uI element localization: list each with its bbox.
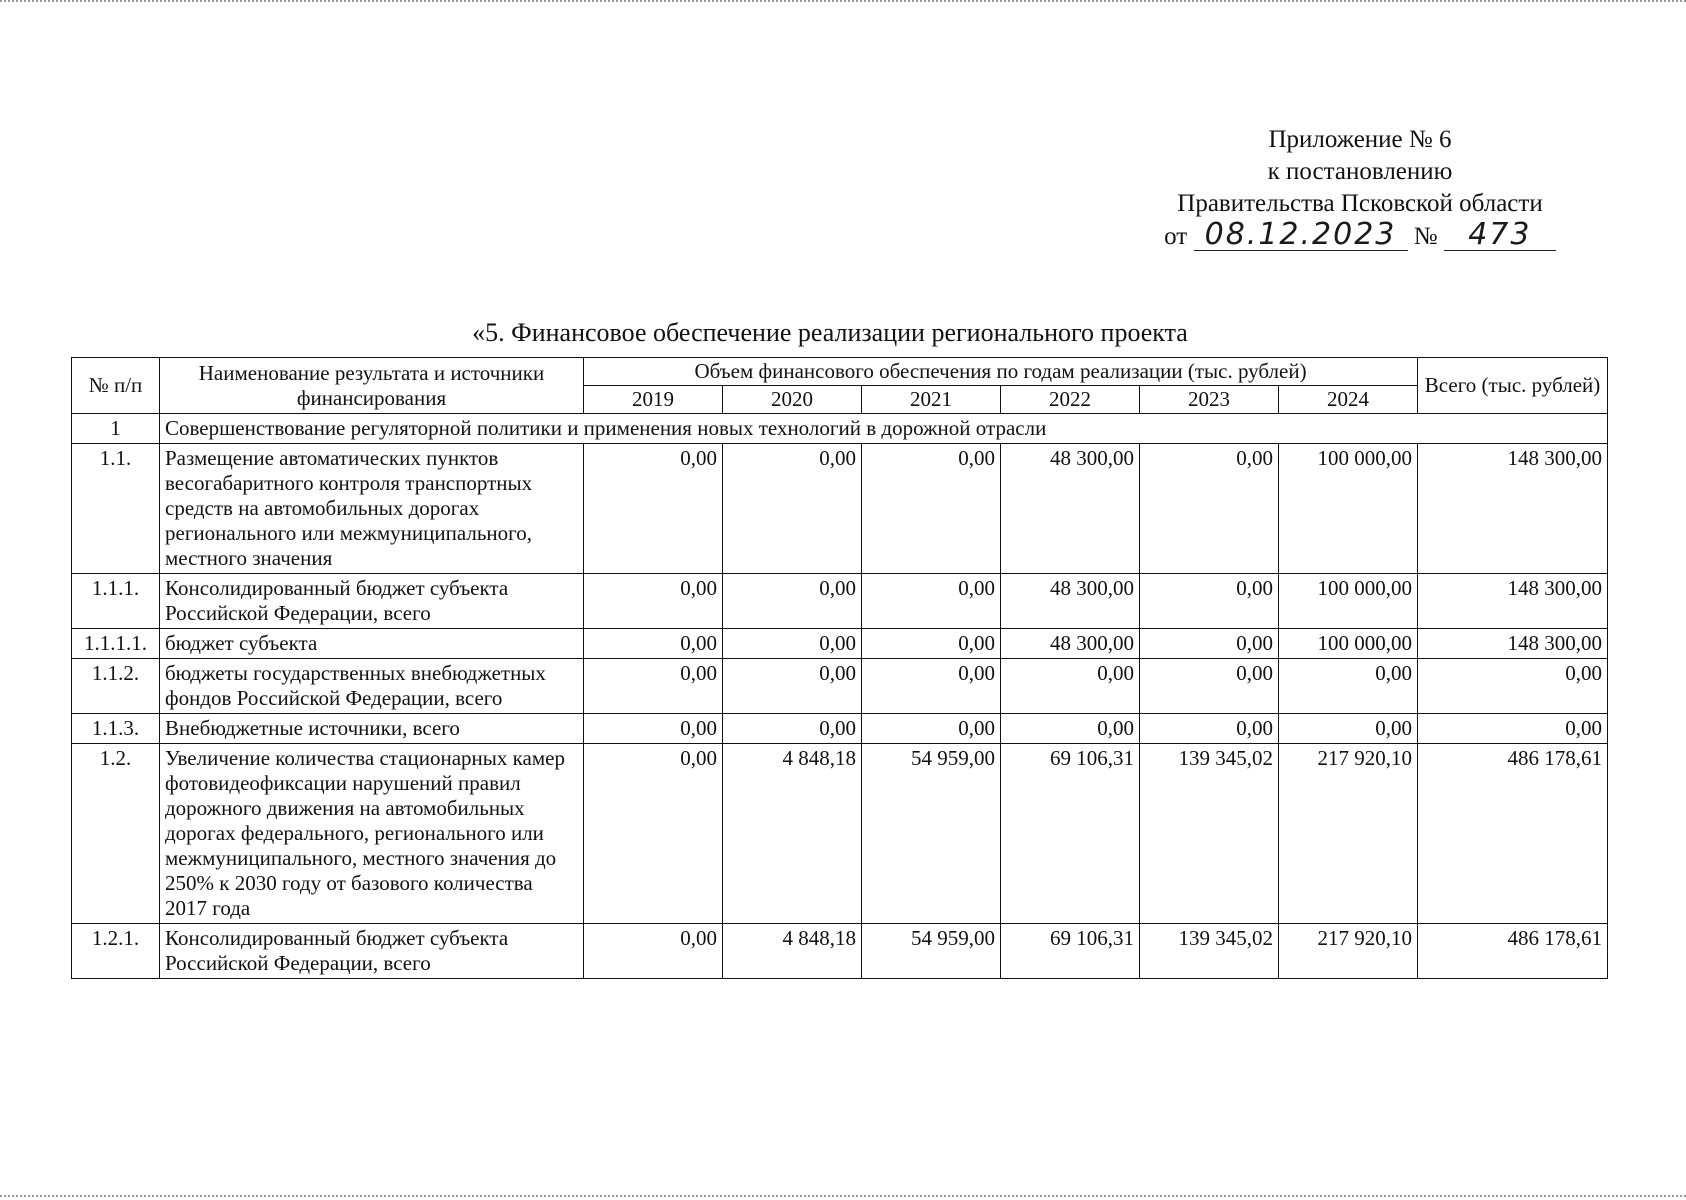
row-value: 0,00 — [1140, 574, 1279, 629]
row-value: 0,00 — [862, 714, 1001, 744]
row-name: бюджеты государственных внебюджетных фондов Российской Федерации, всего — [160, 659, 584, 714]
table-row — [72, 444, 1608, 574]
row-total: 486 178,61 — [1418, 744, 1608, 924]
row-total: 0,00 — [1418, 659, 1608, 714]
row-value: 69 106,31 — [1001, 924, 1140, 979]
row-value: 0,00 — [584, 744, 723, 924]
row-value: 0,00 — [1279, 714, 1418, 744]
row-value: 100 000,00 — [1279, 444, 1418, 574]
handwritten-date: 08.12.2023 — [1194, 220, 1408, 251]
row-total: 148 300,00 — [1418, 574, 1608, 629]
row-total: 486 178,61 — [1418, 924, 1608, 979]
table-row — [72, 629, 1608, 659]
row-value: 0,00 — [862, 574, 1001, 629]
row-value: 0,00 — [584, 629, 723, 659]
row-value: 48 300,00 — [1001, 444, 1140, 574]
table-header-row — [72, 358, 1608, 386]
header-year: 2024 — [1279, 386, 1418, 414]
row-value: 4 848,18 — [723, 744, 862, 924]
number-label: № — [1413, 223, 1438, 250]
row-value: 100 000,00 — [1279, 629, 1418, 659]
row-value: 69 106,31 — [1001, 744, 1140, 924]
row-value: 0,00 — [1140, 714, 1279, 744]
table-row — [72, 659, 1608, 714]
header-year: 2023 — [1140, 386, 1279, 414]
row-value: 139 345,02 — [1140, 744, 1279, 924]
header-year: 2022 — [1001, 386, 1140, 414]
handwritten-number: 473 — [1444, 220, 1556, 251]
scan-edge-bottom — [0, 1195, 1686, 1197]
row-index: 1.1.1. — [72, 574, 160, 629]
row-name: Консолидированный бюджет субъекта Российской Федерации, всего — [160, 924, 584, 979]
section-row — [72, 414, 1608, 444]
row-value: 0,00 — [584, 714, 723, 744]
row-name: Размещение автоматических пунктов весогабаритного контроля транспортных средств на автомобильных дорогах регионального или межмуниципального, местного значения — [160, 444, 584, 574]
row-value: 0,00 — [862, 444, 1001, 574]
section-index: 1 — [72, 414, 160, 444]
financing-table — [71, 357, 1608, 979]
table-row — [72, 744, 1608, 924]
appendix-line-1: Приложение № 6 — [1268, 126, 1452, 153]
row-index: 1.1.1.1. — [72, 629, 160, 659]
row-total: 0,00 — [1418, 714, 1608, 744]
appendix-date-line — [1110, 217, 1610, 253]
row-value: 0,00 — [723, 444, 862, 574]
row-value: 0,00 — [584, 574, 723, 629]
row-value: 0,00 — [1001, 659, 1140, 714]
header-year: 2021 — [862, 386, 1001, 414]
row-value: 4 848,18 — [723, 924, 862, 979]
row-value: 0,00 — [723, 629, 862, 659]
row-value: 0,00 — [1279, 659, 1418, 714]
header-volume: Объем финансового обеспечения по годам реализации (тыс. рублей) — [584, 358, 1418, 386]
section-title: Совершенствование регуляторной политики и применения новых технологий в дорожной отрасли — [160, 414, 1608, 444]
appendix-block — [1110, 124, 1610, 253]
row-value: 0,00 — [862, 629, 1001, 659]
row-total: 148 300,00 — [1418, 444, 1608, 574]
row-value: 0,00 — [723, 659, 862, 714]
appendix-line-2: к постановлению — [1267, 158, 1453, 185]
row-value: 0,00 — [584, 924, 723, 979]
row-value: 0,00 — [1140, 444, 1279, 574]
row-value: 217 920,10 — [1279, 744, 1418, 924]
row-value: 54 959,00 — [862, 744, 1001, 924]
row-name: Увеличение количества стационарных камер фотовидеофиксации нарушений правил дорожного движения на автомобильных дорогах федерального, регионального или межмуниципального, местного значения до 250% к 2030 году от базового количества 2017 года — [160, 744, 584, 924]
row-value: 0,00 — [723, 574, 862, 629]
row-name: Консолидированный бюджет субъекта Российской Федерации, всего — [160, 574, 584, 629]
row-name: Внебюджетные источники, всего — [160, 714, 584, 744]
row-value: 0,00 — [723, 714, 862, 744]
row-index: 1.1.2. — [72, 659, 160, 714]
row-name: бюджет субъекта — [160, 629, 584, 659]
row-value: 0,00 — [1140, 659, 1279, 714]
row-index: 1.1. — [72, 444, 160, 574]
row-value: 0,00 — [584, 444, 723, 574]
table-row — [72, 924, 1608, 979]
row-index: 1.2.1. — [72, 924, 160, 979]
header-name: Наименование результата и источники финансирования — [160, 358, 584, 414]
row-value: 54 959,00 — [862, 924, 1001, 979]
appendix-line-3: Правительства Псковской области — [1177, 190, 1543, 217]
header-year: 2019 — [584, 386, 723, 414]
table-row — [72, 574, 1608, 629]
header-total: Всего (тыс. рублей) — [1418, 358, 1608, 414]
page-title: «5. Финансовое обеспечение реализации регионального проекта — [472, 318, 1188, 347]
header-year: 2020 — [723, 386, 862, 414]
row-index: 1.1.3. — [72, 714, 160, 744]
row-value: 0,00 — [584, 659, 723, 714]
row-value: 217 920,10 — [1279, 924, 1418, 979]
table-row — [72, 714, 1608, 744]
row-total: 148 300,00 — [1418, 629, 1608, 659]
row-value: 0,00 — [862, 659, 1001, 714]
row-value: 0,00 — [1001, 714, 1140, 744]
row-value: 48 300,00 — [1001, 574, 1140, 629]
row-value: 100 000,00 — [1279, 574, 1418, 629]
from-label: от — [1164, 223, 1188, 250]
row-value: 139 345,02 — [1140, 924, 1279, 979]
header-number: № п/п — [72, 358, 160, 414]
row-index: 1.2. — [72, 744, 160, 924]
scan-edge-top — [0, 0, 1686, 2]
row-value: 48 300,00 — [1001, 629, 1140, 659]
row-value: 0,00 — [1140, 629, 1279, 659]
